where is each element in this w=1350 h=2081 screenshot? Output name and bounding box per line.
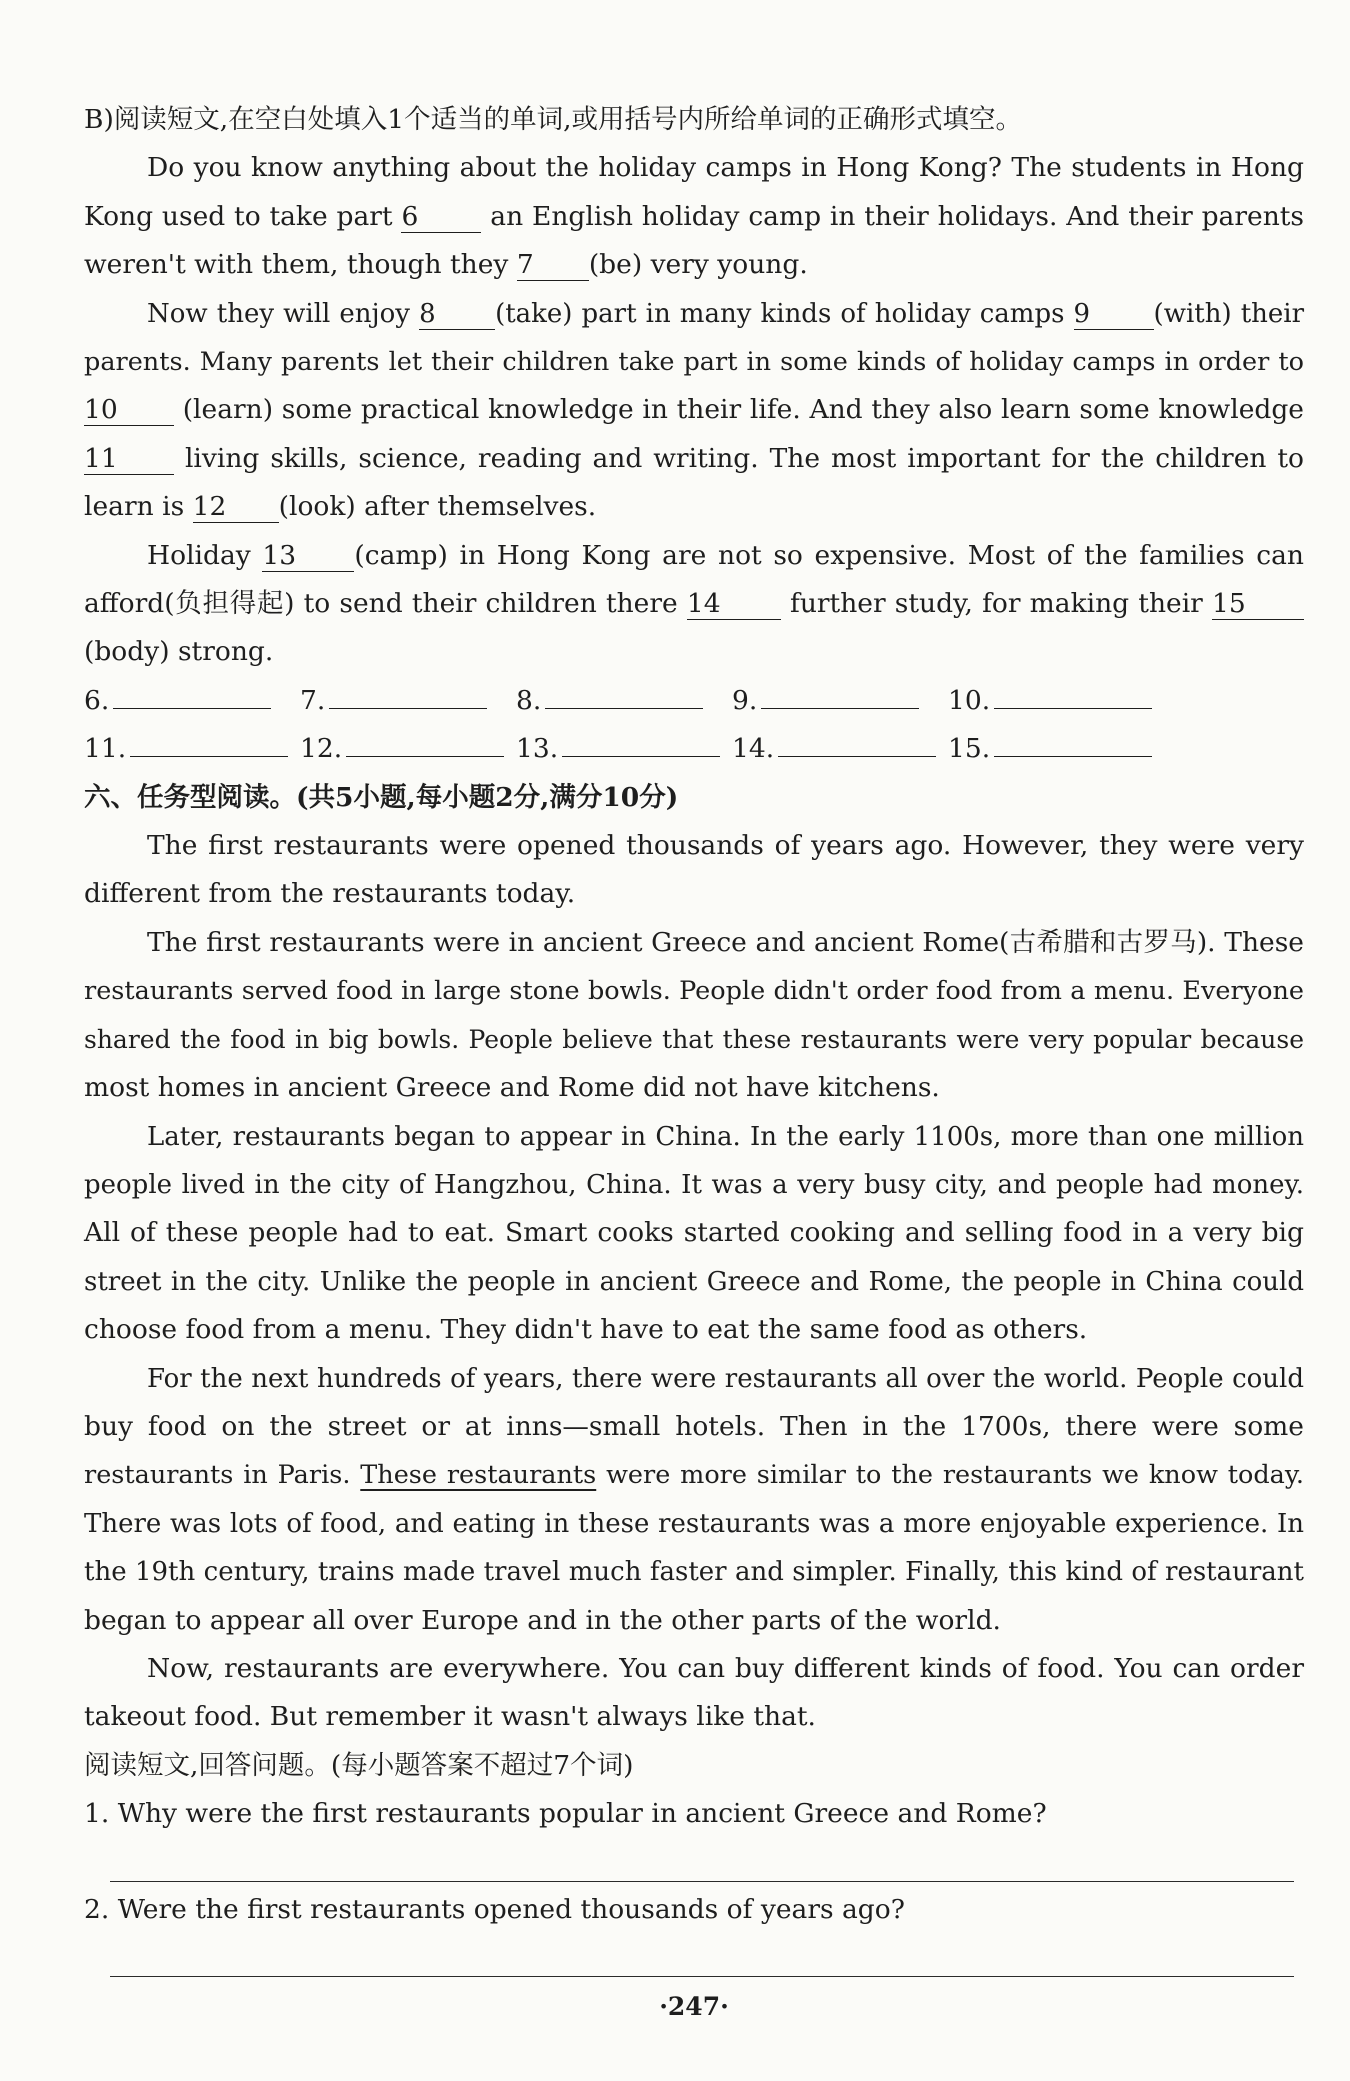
passage-line: choose food from a menu. They didn't have to eat the same food as others. [84,1314,1088,1346]
answer-slot: 10. [948,677,1152,725]
answer-slot: 8. [516,677,703,725]
passage-line: parents. Many parents let their children take part in some kinds of holiday camps in order to [84,347,1304,378]
passage-line: Now, restaurants are everywhere. You can buy different kinds of food. You can order [147,1652,1304,1684]
answer-line[interactable] [346,756,504,757]
section-6-heading: 六、任务型阅读。(共5小题,每小题2分,满分10分) [84,781,679,813]
underlined-phrase: These restaurants [360,1460,597,1491]
answer-line[interactable] [994,708,1152,709]
answer-line[interactable] [778,756,936,757]
answer-row [84,677,1304,725]
answer-line[interactable] [545,708,703,709]
blank-12: 12 [193,492,279,523]
passage-line: the 19th century, trains made travel much faster and simpler. Finally, this kind of restaurant [84,1557,1304,1588]
passage-line: 10 (learn) some practical knowledge in their life. And they also learn some knowledge [84,394,1304,426]
passage-line: takeout food. But remember it wasn't always like that. [84,1701,816,1733]
answer-slot: 7. [300,677,487,725]
passage-line: restaurants in Paris. These restaurants were more similar to the restaurants we know today. [84,1460,1305,1491]
passage-line: Later, restaurants began to appear in China. In the early 1100s, more than one million [147,1121,1304,1152]
answer-slot: 12. [300,725,504,773]
blank-15: 15 [1212,589,1304,620]
blank-13: 13 [262,541,354,572]
passage-line: began to appear all over Europe and in the other parts of the world. [84,1604,1001,1636]
passage-line: people lived in the city of Hangzhou, China. It was a very busy city, and people had money. [84,1169,1304,1200]
answer-slot: 14. [732,725,936,773]
question-2: 2. Were the first restaurants opened thousands of years ago? [84,1893,905,1925]
answer-slot: 15. [948,725,1152,773]
passage-line: shared the food in big bowls. People believe that these restaurants were very popular because [84,1024,1304,1054]
passage-line: afford(负担得起) to send their children there 14 further study, for making their 15 [84,580,1304,628]
blank-9: 9 [1074,299,1154,330]
blank-7: 7 [517,250,589,281]
task-instruction: 阅读短文,回答问题。(每小题答案不超过7个词) [84,1749,634,1781]
blank-11: 11 [84,444,174,475]
answer-line-q2[interactable] [110,1976,1294,1977]
passage-line: Now they will enjoy 8 (take) part in many kinds of holiday camps 9 (with) their [147,298,1305,329]
passage-line: The first restaurants were in ancient Greece and ancient Rome(古希腊和古罗马). These [147,926,1304,958]
passage-line: 11 living skills, science, reading and writing. The most important for the children to [84,442,1304,474]
answer-line[interactable] [130,756,288,757]
passage-line: buy food on the street or at inns—small hotels. Then in the 1700s, there were some [84,1410,1304,1442]
blank-14: 14 [687,589,781,620]
passage-line: most homes in ancient Greece and Rome did not have kitchens. [84,1072,940,1104]
answer-row [84,725,1304,773]
passage-line: weren't with them, though they 7 (be) very young. [84,249,808,281]
answer-slot: 6. [84,677,271,725]
answer-line-q1[interactable] [110,1881,1294,1882]
answer-line[interactable] [994,756,1152,757]
blank-10: 10 [84,395,174,426]
answer-slot: 9. [732,677,919,725]
blank-6: 6 [401,202,481,233]
passage-line: (body) strong. [84,636,274,668]
answer-line[interactable] [562,756,720,757]
passage-line: learn is 12 (look) after themselves. [84,491,597,523]
passage-line: street in the city. Unlike the people in ancient Greece and Rome, the people in China could [84,1266,1304,1297]
passage-line: different from the restaurants today. [84,878,576,910]
passage-line: Do you know anything about the holiday camps in Hong Kong? The students in Hong [147,152,1304,184]
section-b-instruction: B)阅读短文,在空白处填入1个适当的单词,或用括号内所给单词的正确形式填空。 [84,104,1023,135]
answer-line[interactable] [113,708,271,709]
blank-8: 8 [419,299,495,330]
passage-line: Kong used to take part 6 an English holiday camp in their holidays. And their parents [84,200,1305,232]
answer-slot: 13. [516,725,720,773]
answer-slot: 11. [84,725,288,773]
passage-line: There was lots of food, and eating in these restaurants was a more enjoyable experience. In [84,1508,1304,1539]
question-1: 1. Why were the first restaurants popular in ancient Greece and Rome? [84,1798,1047,1830]
passage-line: All of these people had to eat. Smart cooks started cooking and selling food in a very big [84,1217,1304,1249]
answer-line[interactable] [761,708,919,709]
passage-line: For the next hundreds of years, there were restaurants all over the world. People could [147,1363,1304,1394]
passage-line: restaurants served food in large stone bowls. People didn't order food from a menu. Everyone [84,976,1304,1007]
passage-line: The first restaurants were opened thousands of years ago. However, they were very [147,830,1304,862]
passage-line: Holiday 13 (camp) in Hong Kong are not so expensive. Most of the families can [147,539,1304,571]
page-number: ·247· [659,1992,729,2021]
answer-line[interactable] [329,708,487,709]
